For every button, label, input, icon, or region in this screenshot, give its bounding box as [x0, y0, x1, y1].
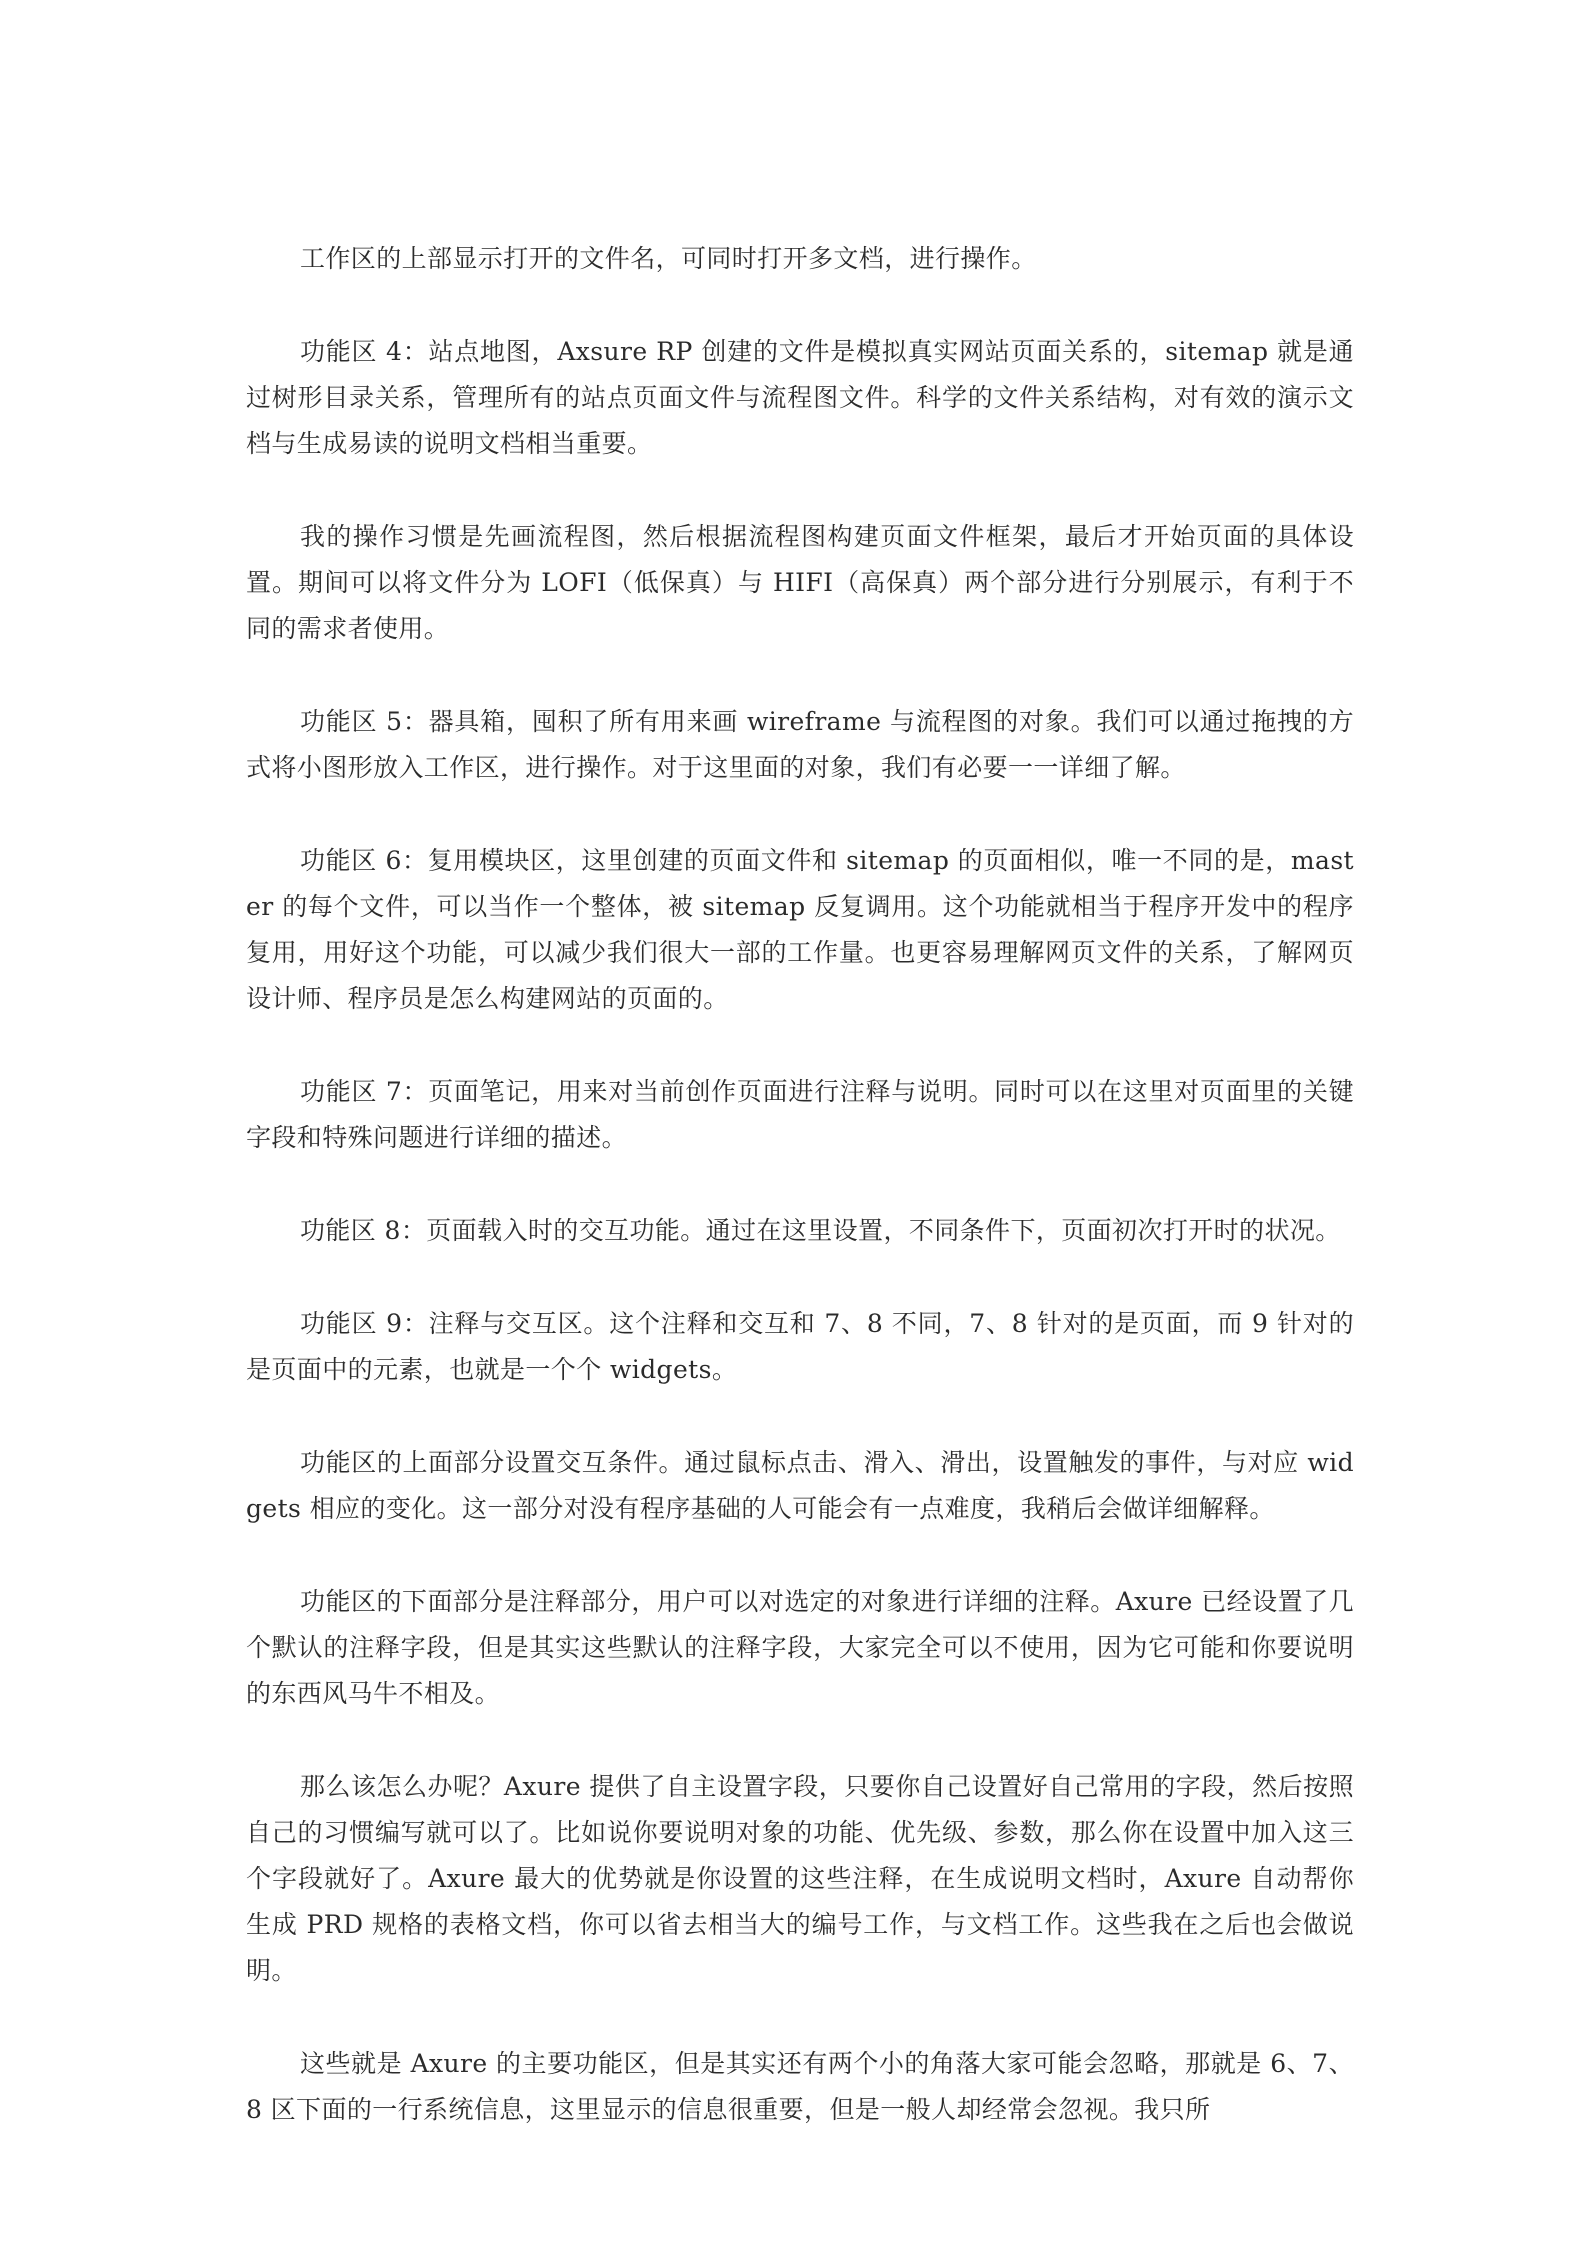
- paragraph-area-6-masters: 功能区 6：复用模块区，这里创建的页面文件和 sitemap 的页面相似，唯一不同的是，master 的每个文件，可以当作一个整体，被 sitemap 反复调用。这个功能就相当于程序开发中的程序复用，用好这个功能，可以减少我们很大一部的工作量。也更容易理解网页文件的关系，了解网页设计师、程序员是怎么构建网站的页面的。: [246, 846, 1354, 1013]
- paragraph-workflow-habit: 我的操作习惯是先画流程图，然后根据流程图构建页面文件框架，最后才开始页面的具体设置。期间可以将文件分为 LOFI（低保真）与 HIFI（高保真）两个部分进行分别展示，有利于不同的需求者使用。: [246, 522, 1354, 643]
- paragraph-area-5-widgets: 功能区 5：器具箱，囤积了所有用来画 wireframe 与流程图的对象。我们可以通过拖拽的方式将小图形放入工作区，进行操作。对于这里面的对象，我们有必要一一详细了解。: [246, 707, 1354, 782]
- paragraph-area-4-sitemap: 功能区 4：站点地图，Axsure RP 创建的文件是模拟真实网站页面关系的，sitemap 就是通过树形目录关系，管理所有的站点页面文件与流程图文件。科学的文件关系结构，对有效的演示文档与生成易读的说明文档相当重要。: [246, 337, 1354, 458]
- paragraph-annotation-fields: 功能区的下面部分是注释部分，用户可以对选定的对象进行详细的注释。Axure 已经设置了几个默认的注释字段，但是其实这些默认的注释字段，大家完全可以不使用，因为它可能和你要说明的东西风马牛不相及。: [246, 1587, 1354, 1708]
- paragraph-system-info: 这些就是 Axure 的主要功能区，但是其实还有两个小的角落大家可能会忽略，那就是 6、7、8 区下面的一行系统信息，这里显示的信息很重要，但是一般人却经常会忽视。我只所: [246, 2049, 1354, 2124]
- paragraph-custom-fields: 那么该怎么办呢？Axure 提供了自主设置字段，只要你自己设置好自己常用的字段，然后按照自己的习惯编写就可以了。比如说你要说明对象的功能、优先级、参数，那么你在设置中加入这三个字段就好了。Axure 最大的优势就是你设置的这些注释，在生成说明文档时，Axure 自动帮你生成 PRD 规格的表格文档，你可以省去相当大的编号工作，与文档工作。这些我在之后也会做说明。: [246, 1772, 1354, 1985]
- paragraph-area-9-annotations: 功能区 9：注释与交互区。这个注释和交互和 7、8 不同，7、8 针对的是页面，而 9 针对的是页面中的元素，也就是一个个 widgets。: [246, 1309, 1354, 1384]
- paragraph-workspace-tabs: 工作区的上部显示打开的文件名，可同时打开多文档，进行操作。: [300, 244, 1037, 273]
- document-body: [246, 236, 1354, 2133]
- paragraph-interaction-conditions: 功能区的上面部分设置交互条件。通过鼠标点击、滑入、滑出，设置触发的事件，与对应 widgets 相应的变化。这一部分对没有程序基础的人可能会有一点难度，我稍后会做详细解释。: [246, 1448, 1354, 1523]
- paragraph-area-7-page-notes: 功能区 7：页面笔记，用来对当前创作页面进行注释与说明。同时可以在这里对页面里的关键字段和特殊问题进行详细的描述。: [246, 1077, 1354, 1152]
- paragraph-area-8-page-interactions: 功能区 8：页面载入时的交互功能。通过在这里设置，不同条件下，页面初次打开时的状况。: [300, 1216, 1341, 1245]
